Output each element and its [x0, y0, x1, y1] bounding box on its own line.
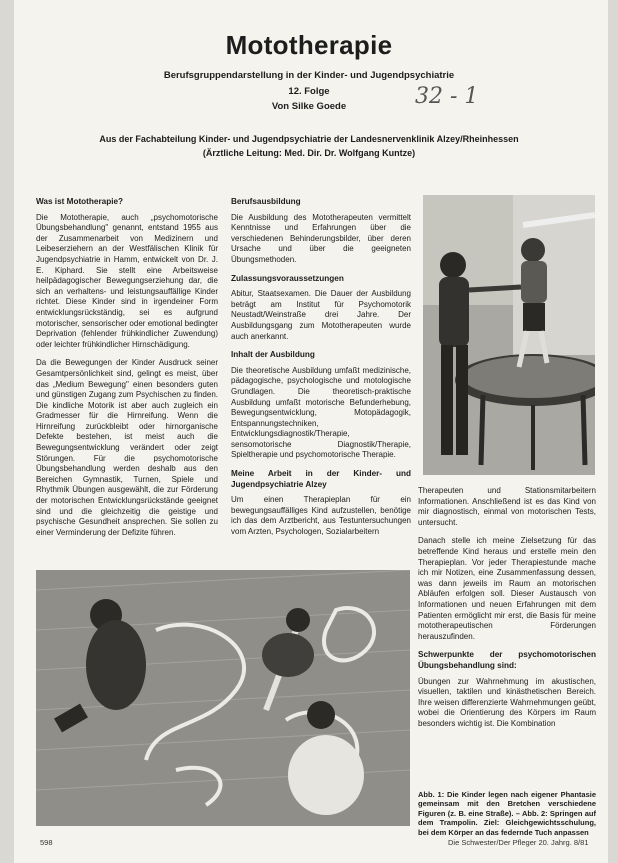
- handwritten-note: 32 - 1: [415, 84, 479, 109]
- department-line: Aus der Fachabteilung Kinder- und Jugendpsychiatrie der Landesnervenklinik Alzey/Rheinhessen: [99, 134, 519, 144]
- heading-meine-arbeit: Meine Arbeit in der Kinder- und Jugendpsychiatrie Alzey: [231, 469, 411, 489]
- trampoline-photo: [423, 195, 595, 475]
- column-2: [231, 197, 411, 557]
- column-1: [36, 197, 218, 557]
- column-3: [418, 486, 596, 751]
- paragraph: Übungen zur Wahrnehmung im akustischen, visuellen, taktilen und kinästhetischen Bereich. Ihre weisen differenzierte Wahrnehmungen geübt, wobei die Orientierung des Körpers im Raum besonders wichtig ist. Die Kombination: [418, 676, 596, 728]
- paragraph: Die Mototherapie, auch „psychomotorische Übungsbehandlung" genannt, entstand 1955 aus der Zusammenarbeit von Medizinern und Leibeserziehern an der Westfälischen Klinik für Jugendpsychiatrie in Hamm, entwickelt von Dr. J. E. Kiphard. Sie stellt eine Arbeitsweise heilpädagogischer Bewegungserziehung dar, die sich an verhaltens- und leistungsauffällige Kinder richtet. Diese Kinder sind in irgendeiner Form entwicklungsrückständig, sei es aufgrund motorischer, sensorischer oder emotional bedingter Deprivation (fehlender frühkindlicher Zuwendung) oder leichter frühkindlicher Hirnschädigung.: [36, 212, 218, 349]
- paragraph: Die theoretische Ausbildung umfaßt medizinische, pädagogische, psychologische und motologische Grundlagen. Die theoretisch-praktische Ausbildung umfaßt motorische Befunderhebung, Bewegungsentwicklung, Motopädagogik, Entspannungstechniken, Entwicklungsdiagnostik/Therapie, sensomotorische Diagnostik/Therapie, Spieltherapie und psychomotorische Therapie.: [231, 365, 411, 460]
- author-line: Von Silke Goede: [271, 101, 347, 112]
- heading-schwerpunkte: Schwerpunkte der psychomotorischen Übungsbehandlung sind:: [418, 650, 596, 670]
- series-line: Berufsgruppendarstellung in der Kinder- und Jugendpsychiatrie: [163, 70, 455, 81]
- heading-zulassung: Zulassungsvoraussetzungen: [231, 273, 344, 283]
- paragraph: Um einen Therapieplan für ein bewegungsauffälliges Kind aufzustellen, benötige ich das dem Arztbericht, aus Testuntersuchungen vom Arzten, Psychologen, Sozialarbeitern: [231, 495, 411, 537]
- heading-inhalt: Inhalt der Ausbildung: [231, 350, 315, 360]
- paragraph: Danach stelle ich meine Zielsetzung für das betreffende Kind heraus und erstelle mein den Therapieplan. Vor jeder Therapiestunde mache ich mir Notizen, eine Zusammenfassung dessen, was dann jeweils im Raum an motorischen Abläufen erfolgen soll. Dieser Austausch von Informationen und neuen Erfahrungen mit dem Patienten ermöglicht mir erst, die Basis für meine mototherapeutischen Förderungen herauszufinden.: [418, 536, 596, 641]
- paragraph: Abitur, Staatsexamen. Die Dauer der Ausbildung beträgt am Institut für Psychomotorik Neustadt/Weinstraße drei Jahre. Der Ausbildungsgang zum Mototherapeuten wurde auch anerkannt.: [231, 289, 411, 341]
- floor-figures-photo: [36, 570, 410, 826]
- trampoline-illustration: [423, 195, 595, 475]
- journal-reference: Die Schwester/Der Pfleger 20. Jahrg. 8/81: [448, 838, 589, 847]
- heading-berufsausbildung: Berufsausbildung: [231, 197, 301, 206]
- paragraph: Therapeuten und Stationsmitarbeitern Informationen. Anschließend ist es das Kind von mir diagnostisch, einmal von motorischen Tests, untersucht.: [418, 486, 596, 527]
- paragraph: Da die Bewegungen der Kinder Ausdruck seiner Gesamtpersönlichkeit sind, gelingt es meist, über das „Medium Bewegung" einen besonders guten und günstigen Zugang zum Psychischen zu finden. Die kindliche Motorik ist aber auch zugleich ein Gradmesser für die Hirnreifung. Wenn die Hirnreifung zurückbleibt oder hirnorganische Defekte bestehen, ist meist auch die Bewegungsentwicklung verändert oder zeigt Störungen. Für die psychomotorische Übungsbehandlung werden deshalb aus den Bereichen Gymnastik, Turnen, Spiele und Rhythmik Übungen ausgewählt, die zur Förderung der motorischen Entwicklungsrückstände geeignet sind und die gleichzeitig die geistige und psychische Gesundheit ansprechen. Sie sollen zu einer Verminderung der Defizite führen.: [36, 358, 218, 537]
- paragraph: Die Ausbildung des Mototherapeuten vermittelt Kenntnisse und Erfahrungen über die verschiedenen Behinderungsbilder, über deren Ursache und über die geeigneten Übungsmethoden.: [231, 212, 411, 264]
- director-line: (Ärztliche Leitung: Med. Dir. Dr. Wolfgang Kuntze): [202, 148, 416, 158]
- page-number: 598: [40, 838, 53, 847]
- article-title: Mototherapie: [225, 30, 393, 60]
- part-line: 12. Folge: [288, 86, 330, 97]
- heading-was-ist: Was ist Mototherapie?: [36, 197, 124, 206]
- figure-caption: Abb. 1: Die Kinder legen nach eigener Phantasie gemeinsam mit den Bretchen verschiedene Figuren (z. B. eine Straße). – Abb. 2: Springen auf dem Trampolin. Ziel: Gleichgewichtsschulung, bei dem Körper an das federnde Tuch anpassen: [418, 790, 596, 837]
- floor-illustration: [36, 570, 410, 826]
